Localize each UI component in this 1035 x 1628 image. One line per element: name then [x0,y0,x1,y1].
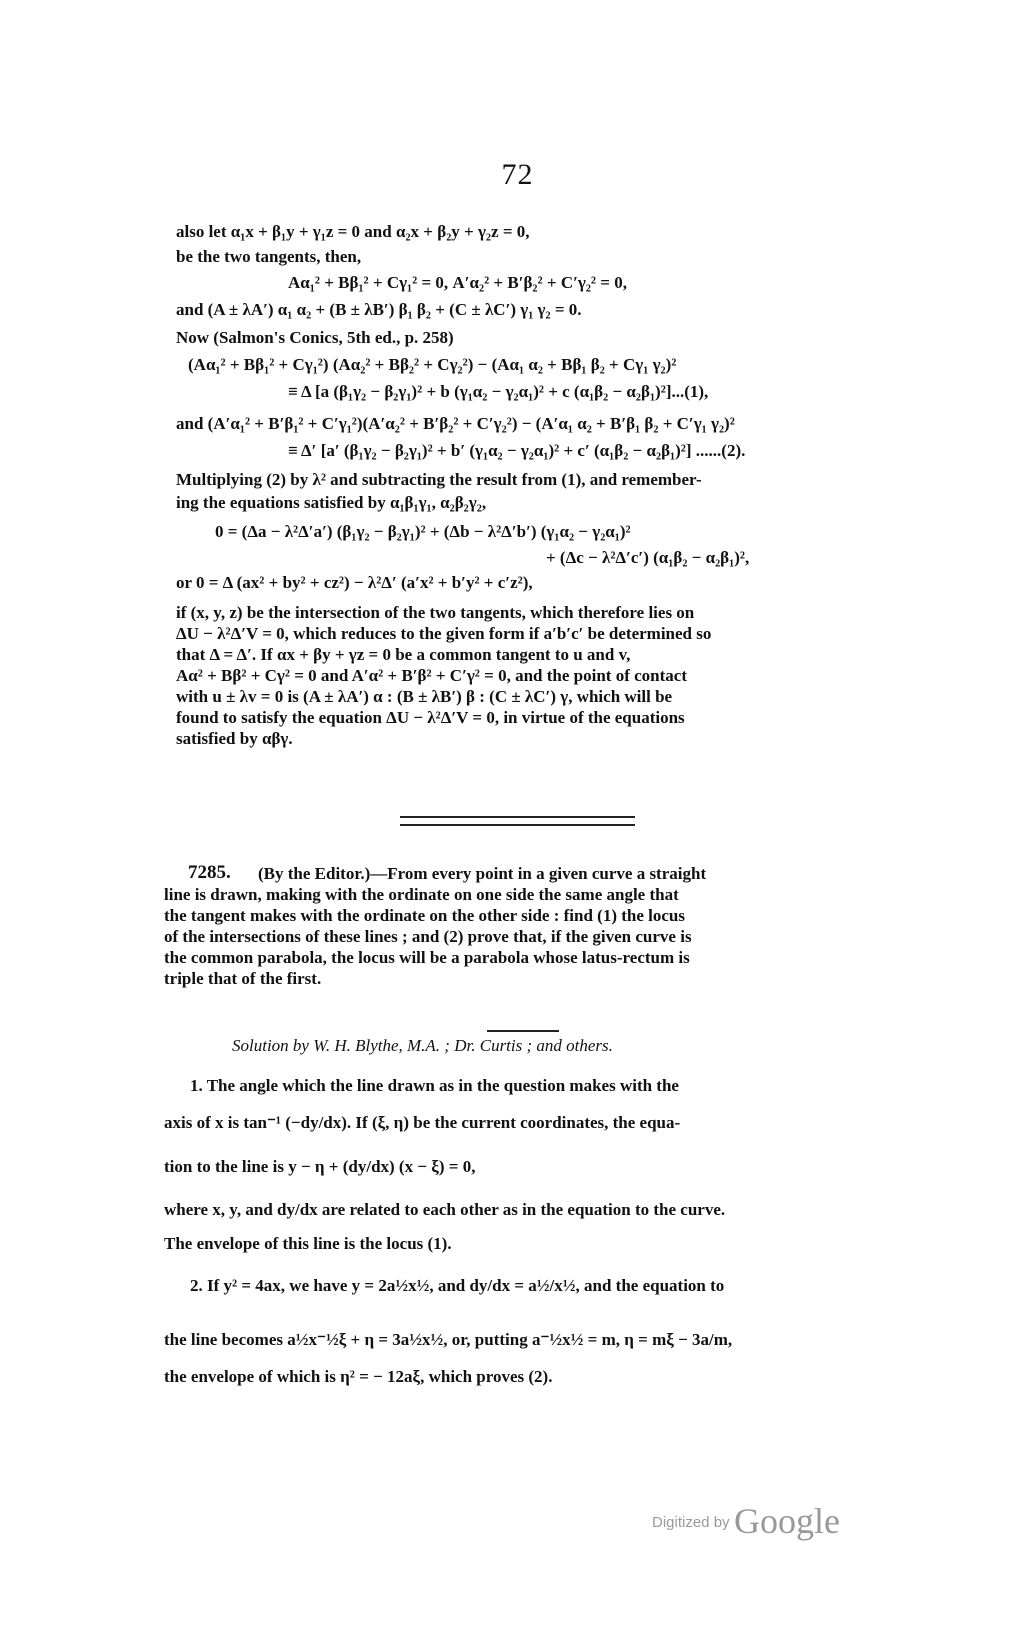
text-line: ing the equations satisfied by α₁β₁γ₁, α₂β₂γ₂, [176,493,487,512]
solution-line: axis of x is tan⁻¹ (−dy/dx). If (ξ, η) be the current coordinates, the equa- [164,1113,681,1132]
text-line: Aα² + Bβ² + Cγ² = 0 and A′α² + B′β² + C′γ² = 0, and the point of contact [176,666,687,685]
problem-line: line is drawn, making with the ordinate on one side the same angle that [164,885,679,904]
equation-line: Aα₁² + Bβ₁² + Cγ₁² = 0, A′α₂² + B′β₂² + C′γ₂² = 0, [288,273,627,292]
solution-line: tion to the line is y − η + (dy/dx) (x − ξ) = 0, [164,1157,476,1176]
text-line: if (x, y, z) be the intersection of the two tangents, which therefore lies on [176,603,695,622]
text-line: found to satisfy the equation ΔU − λ²Δ′V = 0, in virtue of the equations [176,708,685,727]
text-line: that Δ = Δ′. If αx + βy + γz = 0 be a common tangent to u and v, [176,645,631,664]
text-line: Multiplying (2) by λ² and subtracting the result from (1), and remember- [176,470,702,489]
text-line: also let α₁x + β₁y + γ₁z = 0 and α₂x + β₂y + γ₂z = 0, [176,222,530,241]
text-line: ΔU − λ²Δ′V = 0, which reduces to the given form if a′b′c′ be determined so [176,624,712,643]
section-divider [400,816,635,826]
google-logo: Google [734,1501,840,1541]
equation-line: and (A ± λA′) α₁ α₂ + (B ± λB′) β₁ β₂ + (C ± λC′) γ₁ γ₂ = 0. [176,300,582,319]
problem-line: (By the Editor.)—From every point in a given curve a straight [258,864,707,883]
problem-line: the common parabola, the locus will be a parabola whose latus-rectum is [164,948,690,967]
equation-line: (Aα₁² + Bβ₁² + Cγ₁²) (Aα₂² + Bβ₂² + Cγ₂²) − (Aα₁ α₂ + Bβ₁ β₂ + Cγ₁ γ₂)² [188,355,677,374]
solution-line: 2. If y² = 4ax, we have y = 2a½x½, and dy/dx = a½/x½, and the equation to [190,1276,725,1295]
equation-line: ≡ Δ [a (β₁γ₂ − β₂γ₁)² + b (γ₁α₂ − γ₂α₁)² + c (α₁β₂ − α₂β₁)²]...(1), [288,382,709,401]
text-line: be the two tangents, then, [176,247,362,266]
equation-line: 0 = (Δa − λ²Δ′a′) (β₁γ₂ − β₂γ₁)² + (Δb − λ²Δ′b′) (γ₁α₂ − γ₂α₁)² [215,522,631,541]
problem-line: the tangent makes with the ordinate on the other side : find (1) the locus [164,906,686,925]
problem-line: of the intersections of these lines ; and (2) prove that, if the given curve is [164,927,692,946]
equation-line: and (A′α₁² + B′β₁² + C′γ₁²)(A′α₂² + B′β₂² + C′γ₂²) − (A′α₁ α₂ + B′β₁ β₂ + C′γ₁ γ₂)² [176,414,735,433]
equation-line: or 0 = Δ (ax² + by² + cz²) − λ²Δ′ (a′x² + b′y² + c′z²), [176,573,533,592]
text-line: with u ± λv = 0 is (A ± λA′) α : (B ± λB′) β : (C ± λC′) γ, which will be [176,687,673,706]
problem-number: 7285. [188,862,231,883]
problem-line: triple that of the first. [164,969,322,988]
solution-line: The envelope of this line is the locus (1). [164,1234,452,1253]
watermark-prefix: Digitized by [652,1514,730,1531]
solution-line: 1. The angle which the line drawn as in the question makes with the [190,1076,679,1095]
short-divider [487,1030,559,1032]
page-number: 72 [501,158,534,191]
digitized-by-google-watermark [652,1500,840,1542]
text-line: Now (Salmon's Conics, 5th ed., p. 258) [176,328,454,347]
solution-line: where x, y, and dy/dx are related to each other as in the equation to the curve. [164,1200,726,1219]
solution-heading: Solution by W. H. Blythe, M.A. ; Dr. Curtis ; and others. [232,1036,613,1055]
equation-line: ≡ Δ′ [a′ (β₁γ₂ − β₂γ₁)² + b′ (γ₁α₂ − γ₂α₁)² + c′ (α₁β₂ − α₂β₁)²] ......(2). [288,441,746,460]
equation-line: + (Δc − λ²Δ′c′) (α₁β₂ − α₂β₁)², [546,548,750,567]
solution-line: the line becomes a½x⁻½ξ + η = 3a½x½, or, putting a⁻½x½ = m, η = mξ − 3a/m, [164,1330,733,1349]
text-line: satisfied by αβγ. [176,729,293,748]
solution-line: the envelope of which is η² = − 12aξ, which proves (2). [164,1367,553,1386]
